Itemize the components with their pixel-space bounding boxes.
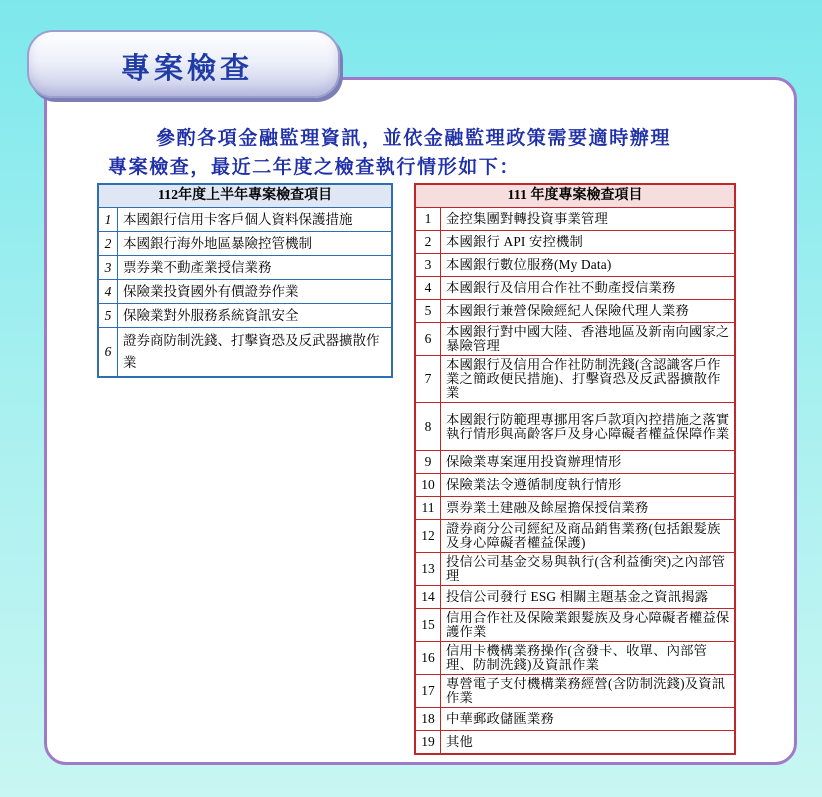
intro-paragraph [108,124,748,182]
row-item-text: 專營電子支付機構業務經營(含防制洗錢)及資訊作業 [441,675,736,708]
row-item-text: 票券業土建融及餘屋擔保授信業務 [441,497,736,520]
row-item-text: 本國銀行 API 安控機制 [441,231,736,254]
row-number: 19 [415,731,441,755]
table-row [415,323,735,356]
table-row [415,254,735,277]
row-number: 15 [415,609,441,642]
table-row [98,232,392,256]
table-row [98,280,392,304]
row-number: 3 [98,256,118,280]
table-row [98,304,392,328]
row-number: 4 [415,277,441,300]
row-number: 6 [98,328,118,378]
row-item-text: 信用合作社及保險業銀髮族及身心障礙者權益保護作業 [441,609,736,642]
row-item-text: 保險業法令遵循制度執行情形 [441,474,736,497]
table-row [415,356,735,403]
row-item-text: 證券商分公司經紀及商品銷售業務(包括銀髮族及身心障礙者權益保護) [441,520,736,553]
table-row [415,451,735,474]
row-number: 2 [98,232,118,256]
table-row [415,231,735,254]
table-row [415,586,735,609]
table-row [415,403,735,451]
row-item-text: 金控集團對轉投資事業管理 [441,208,736,231]
table-header-111: 111 年度專案檢查項目 [415,184,735,208]
row-item-text: 票券業不動產業授信業務 [118,256,393,280]
row-number: 8 [415,403,441,451]
row-number: 11 [415,497,441,520]
table-row [415,609,735,642]
row-number: 7 [415,356,441,403]
row-item-text: 本國銀行對中國大陸、香港地區及新南向國家之暴險管理 [441,323,736,356]
row-item-text: 信用卡機構業務操作(含發卡、收單、內部管理、防制洗錢)及資訊作業 [441,642,736,675]
row-number: 2 [415,231,441,254]
row-number: 3 [415,254,441,277]
row-item-text: 保險業對外服務系統資訊安全 [118,304,393,328]
row-item-text: 證券商防制洗錢、打擊資恐及反武器擴散作業 [118,328,393,378]
row-item-text: 本國銀行數位服務(My Data) [441,254,736,277]
row-number: 5 [98,304,118,328]
row-item-text: 保險業專案運用投資辦理情形 [441,451,736,474]
row-item-text: 本國銀行及信用合作社不動產授信業務 [441,277,736,300]
table-row [415,642,735,675]
row-item-text: 本國銀行兼營保險經紀人保險代理人業務 [441,300,736,323]
row-number: 1 [415,208,441,231]
inspection-table-112 [97,183,393,378]
intro-line-2: 專案檢查，最近二年度之檢查執行情形如下： [108,156,521,178]
row-item-text: 保險業投資國外有價證券作業 [118,280,393,304]
row-item-text: 本國銀行及信用合作社防制洗錢(含認識客戶作業之簡政便民措施)、打擊資恐及反武器擴散作業 [441,356,736,403]
table-row [415,731,735,755]
row-number: 4 [98,280,118,304]
row-number: 9 [415,451,441,474]
table-row [415,474,735,497]
table-row [415,520,735,553]
row-number: 10 [415,474,441,497]
table-row [415,497,735,520]
row-item-text: 中華郵政儲匯業務 [441,708,736,731]
table-row [415,208,735,231]
table-row [415,277,735,300]
row-number: 14 [415,586,441,609]
table-row [415,553,735,586]
row-number: 17 [415,675,441,708]
table-row [98,208,392,232]
table-row [415,708,735,731]
row-item-text: 本國銀行信用卡客戶個人資料保護措施 [118,208,393,232]
table-row [415,675,735,708]
intro-line-1: 參酌各項金融監理資訊，並依金融監理政策需要適時辦理 [156,127,672,149]
row-number: 12 [415,520,441,553]
row-item-text: 本國銀行海外地區暴險控管機制 [118,232,393,256]
row-number: 1 [98,208,118,232]
table-row [98,328,392,378]
row-item-text: 其他 [441,731,736,755]
table-header-112: 112年度上半年專案檢查項目 [98,184,392,208]
row-number: 5 [415,300,441,323]
table-row [98,256,392,280]
row-item-text: 本國銀行防範理專挪用客戶款項內控措施之落實執行情形與高齡客戶及身心障礙者權益保障作業 [441,403,736,451]
page-title: 專案檢查 [121,51,254,85]
inspection-table-111 [414,183,736,755]
row-item-text: 投信公司基金交易與執行(含利益衝突)之內部管理 [441,553,736,586]
row-number: 16 [415,642,441,675]
title-tab [27,30,340,98]
row-number: 6 [415,323,441,356]
table-row [415,300,735,323]
row-number: 13 [415,553,441,586]
row-item-text: 投信公司發行 ESG 相關主題基金之資訊揭露 [441,586,736,609]
row-number: 18 [415,708,441,731]
